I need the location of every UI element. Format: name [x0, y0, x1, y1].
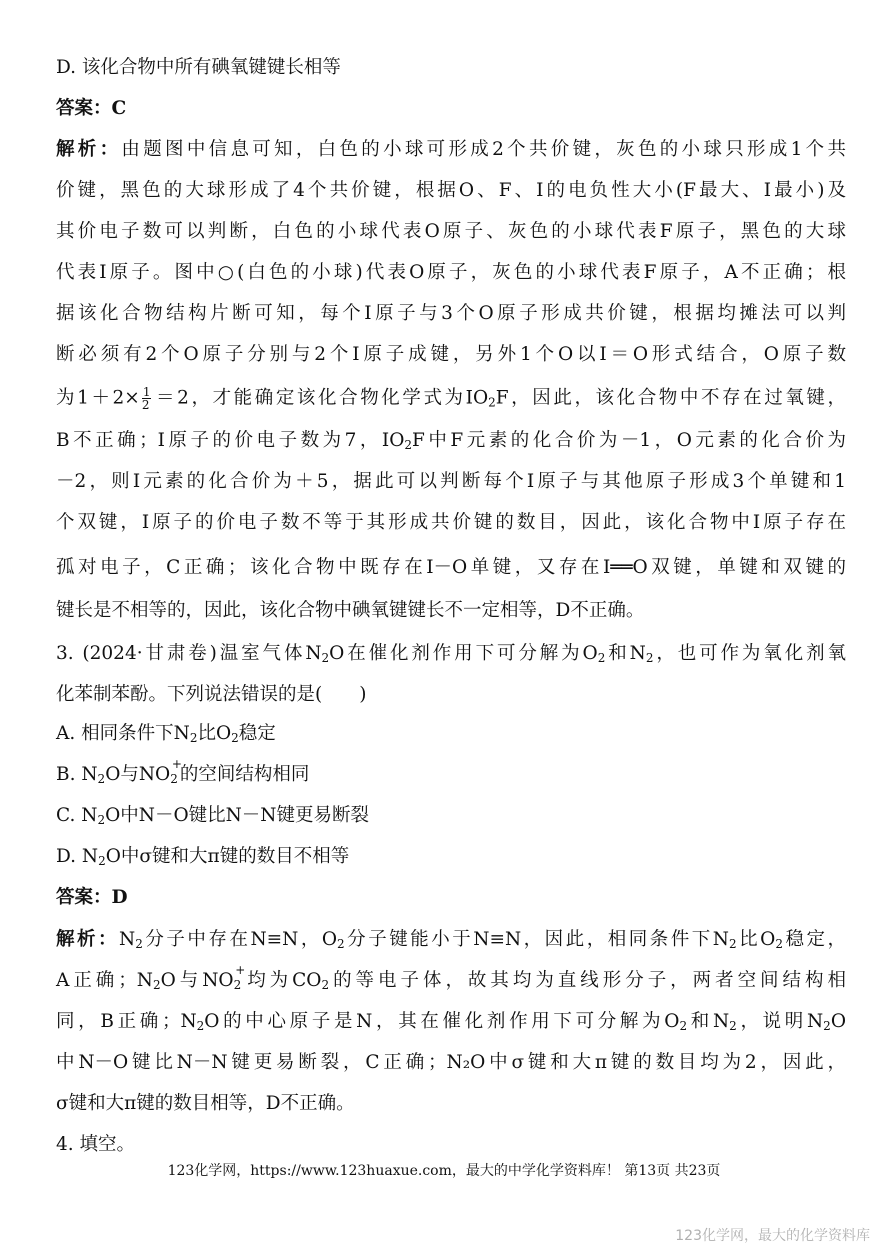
text-segment: O	[830, 1011, 846, 1032]
text-segment: A正确；N	[56, 970, 153, 991]
subscript: 2	[135, 937, 143, 951]
subscript: 2	[645, 651, 654, 665]
subscript: 2	[321, 651, 330, 665]
analysis-line-11: 孤对电子，C正确；该化合物中既存在I－O单键，又存在I══O双键，单键和双键的	[56, 557, 846, 578]
text-segment: B. N	[56, 764, 98, 785]
text-segment: D. N	[56, 846, 99, 867]
analysis-line-2: 价键，黑色的大球形成了4个共价键，根据O、F、I的电负性大小(F最大、I最小)及	[56, 180, 846, 201]
answer-value: C	[111, 98, 127, 119]
text-segment: 稳定	[238, 723, 276, 744]
analysis-line-12: 键长是不相等的，因此，该化合物中碘氧键键长不一定相等，D不正确。	[56, 600, 645, 621]
analysis-line-9: －2，则I元素的化合价为＋5，据此可以判断每个I原子与其他原子形成3个单键和1	[56, 471, 846, 492]
text-segment: 均为CO	[243, 970, 322, 991]
subscript: 2	[170, 772, 178, 786]
subscript: 2	[233, 978, 242, 992]
subscript: 2	[488, 395, 496, 410]
analysis2-line-4: 中N－O键比N－N键更易断裂，C正确；N₂O中σ键和大π键的数目均为2，因此，	[56, 1052, 846, 1073]
text-segment: 比O	[736, 929, 776, 950]
analysis-line-8	[56, 429, 846, 457]
subscript: 2	[597, 651, 606, 665]
text-segment: B不正确；I原子的价电子数为7，IO	[56, 430, 405, 451]
subscript: 2	[97, 772, 106, 786]
answer-label: 答案：	[56, 887, 112, 908]
subscript: 2	[98, 854, 106, 868]
text-segment: 分子中存在N≡N，O	[142, 929, 338, 950]
ion-charge	[233, 963, 246, 997]
option-c	[56, 804, 846, 832]
text-segment: O与NO	[105, 764, 171, 785]
subscript: 2	[152, 978, 161, 992]
text-segment: O在催化剂作用下可分解为O	[329, 643, 598, 664]
text-segment: ，也可作为氧化剂氧	[653, 643, 846, 664]
subscript: 2	[231, 731, 239, 745]
site-watermark: 123化学网，最大的化学资料库	[675, 1228, 870, 1244]
text-segment: 分子键能小于N≡N，因此，相同条件下N	[344, 929, 729, 950]
option-d	[56, 845, 846, 873]
analysis-label: 解析：	[56, 929, 120, 950]
option-b	[56, 757, 846, 791]
analysis-line-1	[56, 138, 846, 162]
fraction-numerator: 1	[142, 385, 151, 399]
analysis2-line-5: σ键和大π键的数目相等，D不正确。	[56, 1093, 355, 1114]
analysis-label: 解析：	[56, 139, 122, 160]
analysis-text: 由题图中信息可知，白色的小球可形成2个共价键，灰色的小球只形成1个共	[121, 139, 846, 160]
text-segment: 和N	[687, 1011, 730, 1032]
page-footer: 123化学网，https://www.123huaxue.com，最大的中学化学资料库！ 第13页 共23页	[167, 1163, 721, 1179]
superscript: +	[235, 963, 246, 977]
analysis2-line-2	[56, 963, 846, 997]
text-segment: ，说明N	[736, 1011, 824, 1032]
subscript: 2	[729, 1019, 737, 1033]
analysis-line-3: 其价电子数可以判断，白色的小球代表O原子、灰色的小球代表F原子，黑色的大球	[56, 221, 846, 242]
analysis-line-10: 个双键，I原子的价电子数不等于其形成共价键的数目，因此，该化合物中I原子存在	[56, 512, 846, 533]
text-segment: 比O	[197, 723, 232, 744]
text-segment: 的等电子体，故其均为直线形分子，两者空间结构相	[329, 970, 846, 991]
subscript: 2	[321, 978, 330, 992]
text-segment: C. N	[56, 805, 98, 826]
analysis2-line-1	[56, 928, 846, 956]
question-3-stem-1	[56, 642, 846, 670]
subscript: 2	[337, 937, 345, 951]
subscript: 2	[775, 937, 783, 951]
question-3-stem-2: 化苯制苯酚。下列说法错误的是( )	[56, 684, 367, 705]
text-segment: ＝2，才能确定该化合物化学式为IO	[153, 387, 489, 409]
subscript: 2	[679, 1019, 688, 1033]
subscript: 2	[404, 438, 413, 452]
answer-line-2	[56, 886, 846, 910]
ion-charge	[170, 757, 182, 791]
answer-value: D	[111, 887, 128, 908]
analysis-line-4: 代表I原子。图中○(白色的小球)代表O原子，灰色的小球代表F原子，A不正确；根	[56, 262, 846, 283]
text-segment: O与NO	[160, 970, 234, 991]
analysis-line-7	[56, 386, 846, 415]
subscript: 2	[189, 731, 198, 745]
text-segment: 的空间结构相同	[179, 764, 310, 785]
text-segment: O的中心原子是N，其在催化剂作用下可分解为O	[204, 1011, 680, 1032]
answer-label: 答案：	[56, 98, 112, 119]
subscript: 2	[196, 1019, 205, 1033]
text-segment: A. 相同条件下N	[56, 723, 190, 744]
option-a	[56, 722, 846, 750]
option-d-prev: D. 该化合物中所有碘氧键键长相等	[56, 57, 341, 78]
text-segment: F中F元素的化合价为－1，O元素的化合价为	[412, 430, 846, 451]
text-segment: 3. (2024·甘肃卷)温室气体N	[56, 643, 322, 664]
analysis-line-5: 据该化合物结构片断可知，每个I原子与3个O原子形成共价键，根据均摊法可以判	[56, 303, 846, 324]
text-segment: N	[119, 929, 136, 950]
analysis-line-6: 断必须有2个O原子分别与2个I原子成键，另外1个O以I＝O形式结合，O原子数	[56, 344, 846, 365]
answer-line-1	[56, 97, 846, 121]
analysis2-line-3	[56, 1010, 846, 1038]
superscript: +	[171, 757, 182, 771]
subscript: 2	[728, 937, 737, 951]
text-segment: O中σ键和大π键的数目不相等	[105, 846, 350, 867]
text-segment: 和N	[605, 643, 646, 664]
fraction-denominator: 2	[141, 398, 150, 412]
text-segment: 同，B正确；N	[56, 1011, 197, 1032]
question-4-title: 4. 填空。	[56, 1134, 136, 1155]
fraction	[142, 386, 152, 411]
text-segment: 为1＋2×	[56, 387, 140, 409]
subscript: 2	[823, 1019, 831, 1033]
text-segment: F，因此，该化合物中不存在过氧键，	[495, 387, 846, 409]
text-segment: O中N－O键比N－N键更易断裂	[105, 805, 369, 826]
text-segment: 稳定，	[782, 929, 846, 950]
subscript: 2	[97, 813, 106, 827]
